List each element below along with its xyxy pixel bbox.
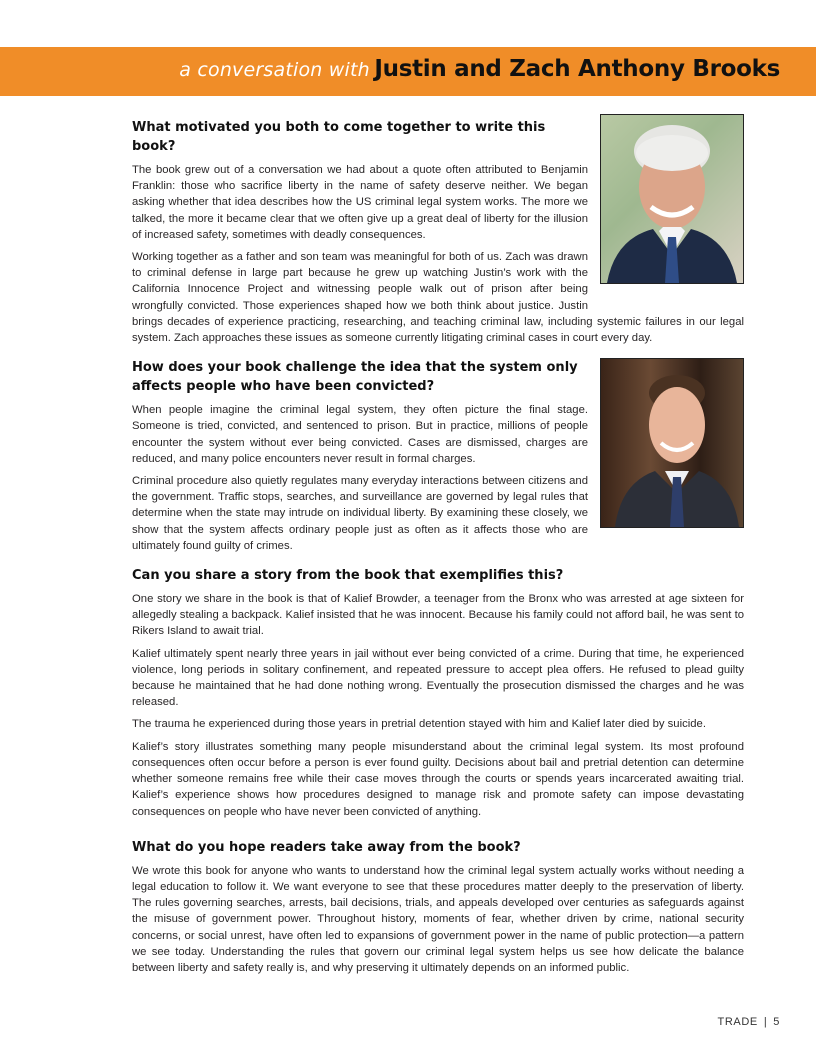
header-banner [0,47,816,96]
portrait-justin [600,114,744,284]
question-heading: What motivated you both to come together to write this book? [132,120,546,154]
qa-section-3 [132,566,744,820]
qa-section-1 [132,118,744,346]
question-heading: What do you hope readers take away from the book? [132,839,521,855]
footer-section-label: TRADE [717,1016,758,1028]
portrait-zach-illustration [601,359,743,527]
portrait-zach [600,358,744,528]
qa-section-2 [132,358,744,554]
page-footer [718,1016,780,1028]
article-body [132,118,744,988]
page-number: 5 [773,1016,780,1028]
answer-paragraph: Working together as a father and son team was meaningful for both of us. Zach was drawn to criminal defense in large part because he grew up watching Justin’s work with the California Innocence Project and witnessing people walk out of prison after being wrongfully convicted. Those experiences shaped how we both think about justice. Justin brings decades of experience practicing, researching, and teaching criminal law, including systemic failures in our legal system. Zach approaches these issues as someone currently litigating criminal cases in court every day. [132,251,744,345]
footer-separator: | [763,1016,768,1028]
qa-section-4 [132,838,744,976]
header-intro: a conversation with [179,59,370,81]
answer-paragraph: One story we share in the book is that of Kalief Browder, a teenager from the Bronx who was arrested at age sixteen for allegedly stealing a backpack. Kalief insisted that he was innocent. Because his family could not afford bail, he was sent to Rikers Island to await trial. [132,593,744,638]
question-heading: Can you share a story from the book that exemplifies this? [132,568,564,584]
header-title [179,56,780,82]
portrait-justin-illustration [601,115,743,283]
answer-paragraph: When people imagine the criminal legal system, they often picture the final stage. Someone is tried, convicted, and sentenced to prison. But in practice, millions of people encounter the system without ever being convicted. Cases are dismissed, charges are reduced, and many police encounters never result in formal charges. [132,404,588,465]
answer-paragraph: Kalief ultimately spent nearly three years in jail without ever being convicted of a crime. During that time, he experienced violence, long periods in solitary confinement, and repeated pressure to accept plea offers. He refused to plead guilty because he maintained that he had done nothing wrong. Eventually the prosecution dismissed the charges and he was released. [132,647,744,709]
header-name: Justin and Zach Anthony Brooks [374,56,780,82]
answer-paragraph: Criminal procedure also quietly regulates many everyday interactions between citizens and the government. Traffic stops, searches, and surveillance are governed by legal rules that determine when the state may intrude on individual liberty. By examining these closely, we show that the system affects ordinary people just as often as it affects those who are ultimately found guilty of crimes. [132,475,588,552]
answer-paragraph: The trauma he experienced during those years in pretrial detention stayed with him and Kalief later died by suicide. [132,718,706,731]
answer-paragraph: The book grew out of a conversation we had about a quote often attributed to Benjamin Franklin: those who sacrifice liberty in the name of safety deserve neither. We began asking whether that idea describes how the US criminal legal system works. The more we talked, the more it became clear that we often give up a great deal of liberty for the illusion of increased safety, sometimes with deadly consequences. [132,164,588,241]
answer-paragraph: We wrote this book for anyone who wants to understand how the criminal legal system actually works without needing a legal education to follow it. We want everyone to see that these procedures matter deeply to the preservation of liberty. The rules governing searches, arrests, bail decisions, trials, and appeals developed over centuries as safeguards against the misuse of government power. Throughout history, moments of fear, whether driven by crime, national security concerns, or social unrest, have often led to expansions of government power in the name of public protection—a pattern we see today. Understanding the rules that govern our criminal legal system helps us see how delicate the balance between liberty and safety really is, and why preserving it ultimately depends on an informed public. [132,864,744,974]
answer-paragraph: Kalief’s story illustrates something many people misunderstand about the criminal legal system. Its most profound consequences often occur before a person is ever found guilty. Decisions about bail and pretrial detention can determine whether someone remains free while their case moves through the courts or spends years incarcerated awaiting trial. Kalief’s experience shows how procedures designed to manage risk and promote safety can impose devastating consequences on people who have never been convicted of anything. [132,740,744,818]
question-heading: How does your book challenge the idea that the system only affects people who have been convicted? [132,360,578,395]
